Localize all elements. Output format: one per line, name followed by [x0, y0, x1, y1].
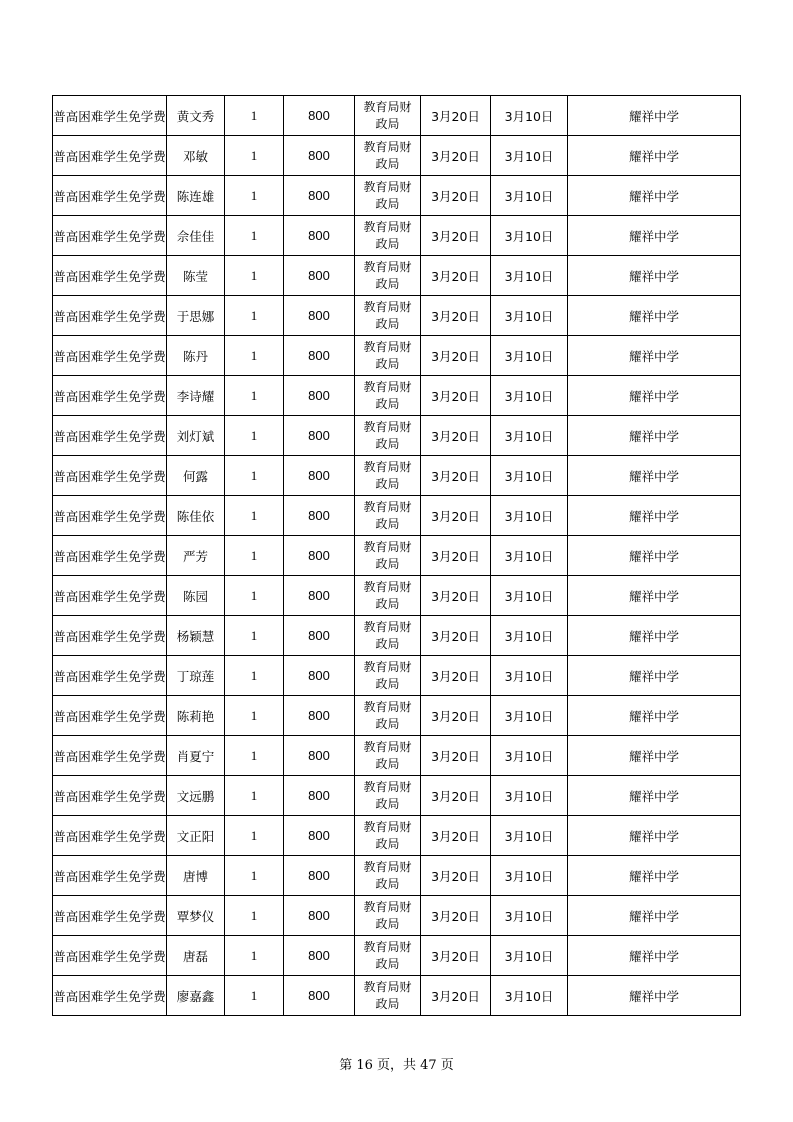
item-cell: 普高困难学生免学费: [53, 976, 167, 1016]
department-line-1: 教育局财: [363, 779, 412, 794]
date-1-cell: 3月20日: [421, 576, 491, 616]
quantity-cell: 1: [225, 496, 284, 536]
department-cell: [355, 96, 421, 136]
quantity-cell: 1: [225, 776, 284, 816]
department-line-1: 教育局财: [363, 939, 412, 954]
date-1-cell: 3月20日: [421, 696, 491, 736]
amount-cell: 800: [284, 656, 355, 696]
date-2-cell: 3月10日: [491, 856, 568, 896]
student-name-cell: 李诗耀: [167, 376, 225, 416]
amount-cell: 800: [284, 856, 355, 896]
department-line-2: 政局: [375, 196, 400, 211]
date-1-cell: 3月20日: [421, 136, 491, 176]
department-line-2: 政局: [375, 836, 400, 851]
date-2-cell: 3月10日: [491, 816, 568, 856]
school-cell: 耀祥中学: [568, 416, 741, 456]
school-cell: 耀祥中学: [568, 296, 741, 336]
item-cell: 普高困难学生免学费: [53, 136, 167, 176]
item-cell: 普高困难学生免学费: [53, 456, 167, 496]
item-cell: 普高困难学生免学费: [53, 616, 167, 656]
quantity-cell: 1: [225, 816, 284, 856]
school-cell: 耀祥中学: [568, 816, 741, 856]
table-row: [53, 896, 741, 936]
quantity-cell: 1: [225, 896, 284, 936]
amount-cell: 800: [284, 536, 355, 576]
school-cell: 耀祥中学: [568, 656, 741, 696]
department-line-2: 政局: [375, 276, 400, 291]
table-row: [53, 176, 741, 216]
item-cell: 普高困难学生免学费: [53, 256, 167, 296]
student-name-cell: 陈连雄: [167, 176, 225, 216]
amount-cell: 800: [284, 136, 355, 176]
department-line-1: 教育局财: [363, 219, 412, 234]
department-cell: [355, 336, 421, 376]
quantity-cell: 1: [225, 656, 284, 696]
department-line-2: 政局: [375, 396, 400, 411]
quantity-cell: 1: [225, 96, 284, 136]
amount-cell: 800: [284, 936, 355, 976]
department-line-1: 教育局财: [363, 859, 412, 874]
table-row: [53, 96, 741, 136]
school-cell: 耀祥中学: [568, 496, 741, 536]
item-cell: 普高困难学生免学费: [53, 336, 167, 376]
date-1-cell: 3月20日: [421, 256, 491, 296]
table-row: [53, 336, 741, 376]
quantity-cell: 1: [225, 576, 284, 616]
student-name-cell: 唐磊: [167, 936, 225, 976]
amount-cell: 800: [284, 776, 355, 816]
amount-cell: 800: [284, 416, 355, 456]
school-cell: 耀祥中学: [568, 96, 741, 136]
table-row: [53, 696, 741, 736]
quantity-cell: 1: [225, 416, 284, 456]
amount-cell: 800: [284, 256, 355, 296]
department-line-1: 教育局财: [363, 299, 412, 314]
department-line-1: 教育局财: [363, 899, 412, 914]
date-2-cell: 3月10日: [491, 576, 568, 616]
date-1-cell: 3月20日: [421, 96, 491, 136]
department-cell: [355, 576, 421, 616]
student-name-cell: 严芳: [167, 536, 225, 576]
student-name-cell: 唐博: [167, 856, 225, 896]
school-cell: 耀祥中学: [568, 736, 741, 776]
department-line-1: 教育局财: [363, 699, 412, 714]
item-cell: 普高困难学生免学费: [53, 216, 167, 256]
school-cell: 耀祥中学: [568, 856, 741, 896]
date-2-cell: 3月10日: [491, 96, 568, 136]
item-cell: 普高困难学生免学费: [53, 176, 167, 216]
department-line-1: 教育局财: [363, 539, 412, 554]
department-line-1: 教育局财: [363, 99, 412, 114]
quantity-cell: 1: [225, 976, 284, 1016]
quantity-cell: 1: [225, 376, 284, 416]
date-1-cell: 3月20日: [421, 656, 491, 696]
date-1-cell: 3月20日: [421, 216, 491, 256]
department-line-2: 政局: [375, 716, 400, 731]
school-cell: 耀祥中学: [568, 936, 741, 976]
department-line-2: 政局: [375, 516, 400, 531]
table-row: [53, 936, 741, 976]
department-cell: [355, 136, 421, 176]
department-line-2: 政局: [375, 796, 400, 811]
table-row: [53, 296, 741, 336]
date-2-cell: 3月10日: [491, 776, 568, 816]
quantity-cell: 1: [225, 176, 284, 216]
student-subsidy-table: [52, 95, 741, 1016]
date-2-cell: 3月10日: [491, 336, 568, 376]
department-line-2: 政局: [375, 756, 400, 771]
item-cell: 普高困难学生免学费: [53, 816, 167, 856]
department-line-1: 教育局财: [363, 579, 412, 594]
quantity-cell: 1: [225, 336, 284, 376]
department-line-2: 政局: [375, 556, 400, 571]
date-2-cell: 3月10日: [491, 536, 568, 576]
amount-cell: 800: [284, 216, 355, 256]
school-cell: 耀祥中学: [568, 536, 741, 576]
amount-cell: 800: [284, 176, 355, 216]
student-name-cell: 黄文秀: [167, 96, 225, 136]
item-cell: 普高困难学生免学费: [53, 696, 167, 736]
quantity-cell: 1: [225, 296, 284, 336]
department-cell: [355, 856, 421, 896]
item-cell: 普高困难学生免学费: [53, 496, 167, 536]
date-2-cell: 3月10日: [491, 976, 568, 1016]
school-cell: 耀祥中学: [568, 776, 741, 816]
student-name-cell: 刘灯斌: [167, 416, 225, 456]
date-2-cell: 3月10日: [491, 376, 568, 416]
item-cell: 普高困难学生免学费: [53, 776, 167, 816]
quantity-cell: 1: [225, 856, 284, 896]
amount-cell: 800: [284, 336, 355, 376]
school-cell: 耀祥中学: [568, 216, 741, 256]
amount-cell: 800: [284, 736, 355, 776]
student-name-cell: 覃梦仪: [167, 896, 225, 936]
department-cell: [355, 976, 421, 1016]
date-2-cell: 3月10日: [491, 896, 568, 936]
item-cell: 普高困难学生免学费: [53, 576, 167, 616]
date-2-cell: 3月10日: [491, 936, 568, 976]
department-line-1: 教育局财: [363, 819, 412, 834]
department-cell: [355, 736, 421, 776]
date-1-cell: 3月20日: [421, 856, 491, 896]
department-cell: [355, 536, 421, 576]
department-line-2: 政局: [375, 316, 400, 331]
date-1-cell: 3月20日: [421, 776, 491, 816]
item-cell: 普高困难学生免学费: [53, 376, 167, 416]
department-cell: [355, 496, 421, 536]
school-cell: 耀祥中学: [568, 256, 741, 296]
student-name-cell: 陈园: [167, 576, 225, 616]
school-cell: 耀祥中学: [568, 616, 741, 656]
item-cell: 普高困难学生免学费: [53, 536, 167, 576]
date-2-cell: 3月10日: [491, 736, 568, 776]
date-1-cell: 3月20日: [421, 336, 491, 376]
amount-cell: 800: [284, 296, 355, 336]
date-1-cell: 3月20日: [421, 976, 491, 1016]
student-name-cell: 佘佳佳: [167, 216, 225, 256]
amount-cell: 800: [284, 616, 355, 656]
amount-cell: 800: [284, 896, 355, 936]
date-2-cell: 3月10日: [491, 176, 568, 216]
date-1-cell: 3月20日: [421, 936, 491, 976]
quantity-cell: 1: [225, 936, 284, 976]
department-line-1: 教育局财: [363, 179, 412, 194]
date-1-cell: 3月20日: [421, 896, 491, 936]
student-name-cell: 文远鹏: [167, 776, 225, 816]
department-line-1: 教育局财: [363, 739, 412, 754]
department-cell: [355, 896, 421, 936]
student-name-cell: 肖夏宁: [167, 736, 225, 776]
date-1-cell: 3月20日: [421, 496, 491, 536]
school-cell: 耀祥中学: [568, 696, 741, 736]
quantity-cell: 1: [225, 456, 284, 496]
department-line-1: 教育局财: [363, 339, 412, 354]
department-cell: [355, 776, 421, 816]
date-2-cell: 3月10日: [491, 496, 568, 536]
amount-cell: 800: [284, 696, 355, 736]
table-row: [53, 136, 741, 176]
date-1-cell: 3月20日: [421, 816, 491, 856]
amount-cell: 800: [284, 96, 355, 136]
table-row: [53, 216, 741, 256]
department-line-2: 政局: [375, 596, 400, 611]
item-cell: 普高困难学生免学费: [53, 856, 167, 896]
student-name-cell: 杨颖慧: [167, 616, 225, 656]
student-name-cell: 陈莹: [167, 256, 225, 296]
amount-cell: 800: [284, 456, 355, 496]
department-cell: [355, 696, 421, 736]
student-name-cell: 廖嘉鑫: [167, 976, 225, 1016]
department-line-1: 教育局财: [363, 259, 412, 274]
student-name-cell: 于思娜: [167, 296, 225, 336]
department-cell: [355, 216, 421, 256]
item-cell: 普高困难学生免学费: [53, 896, 167, 936]
amount-cell: 800: [284, 376, 355, 416]
date-1-cell: 3月20日: [421, 416, 491, 456]
school-cell: 耀祥中学: [568, 576, 741, 616]
quantity-cell: 1: [225, 736, 284, 776]
department-cell: [355, 376, 421, 416]
date-1-cell: 3月20日: [421, 296, 491, 336]
department-cell: [355, 256, 421, 296]
school-cell: 耀祥中学: [568, 896, 741, 936]
department-line-1: 教育局财: [363, 499, 412, 514]
student-name-cell: 文正阳: [167, 816, 225, 856]
date-1-cell: 3月20日: [421, 376, 491, 416]
school-cell: 耀祥中学: [568, 136, 741, 176]
table-row: [53, 256, 741, 296]
table-row: [53, 616, 741, 656]
department-line-2: 政局: [375, 636, 400, 651]
school-cell: 耀祥中学: [568, 976, 741, 1016]
department-line-2: 政局: [375, 436, 400, 451]
department-line-1: 教育局财: [363, 419, 412, 434]
department-line-2: 政局: [375, 916, 400, 931]
department-line-1: 教育局财: [363, 979, 412, 994]
student-name-cell: 丁琼莲: [167, 656, 225, 696]
table-row: [53, 656, 741, 696]
school-cell: 耀祥中学: [568, 456, 741, 496]
department-line-2: 政局: [375, 236, 400, 251]
school-cell: 耀祥中学: [568, 336, 741, 376]
quantity-cell: 1: [225, 136, 284, 176]
department-line-2: 政局: [375, 156, 400, 171]
date-2-cell: 3月10日: [491, 296, 568, 336]
department-line-2: 政局: [375, 956, 400, 971]
department-line-1: 教育局财: [363, 659, 412, 674]
department-line-2: 政局: [375, 676, 400, 691]
table-row: [53, 496, 741, 536]
department-line-1: 教育局财: [363, 619, 412, 634]
table-row: [53, 416, 741, 456]
date-2-cell: 3月10日: [491, 216, 568, 256]
department-line-2: 政局: [375, 356, 400, 371]
table-row: [53, 376, 741, 416]
school-cell: 耀祥中学: [568, 376, 741, 416]
student-name-cell: 陈佳依: [167, 496, 225, 536]
student-name-cell: 何露: [167, 456, 225, 496]
date-1-cell: 3月20日: [421, 456, 491, 496]
table-row: [53, 856, 741, 896]
amount-cell: 800: [284, 976, 355, 1016]
department-cell: [355, 456, 421, 496]
department-cell: [355, 176, 421, 216]
item-cell: 普高困难学生免学费: [53, 296, 167, 336]
department-line-2: 政局: [375, 476, 400, 491]
page-number-footer: 第 16 页，共 47 页: [339, 1058, 454, 1073]
amount-cell: 800: [284, 496, 355, 536]
date-2-cell: 3月10日: [491, 456, 568, 496]
amount-cell: 800: [284, 576, 355, 616]
table-row: [53, 456, 741, 496]
item-cell: 普高困难学生免学费: [53, 936, 167, 976]
department-line-2: 政局: [375, 116, 400, 131]
student-name-cell: 陈莉艳: [167, 696, 225, 736]
table-body: [53, 96, 741, 1016]
date-2-cell: 3月10日: [491, 416, 568, 456]
department-line-1: 教育局财: [363, 379, 412, 394]
quantity-cell: 1: [225, 536, 284, 576]
student-name-cell: 邓敏: [167, 136, 225, 176]
date-1-cell: 3月20日: [421, 536, 491, 576]
date-1-cell: 3月20日: [421, 176, 491, 216]
amount-cell: 800: [284, 816, 355, 856]
table-row: [53, 976, 741, 1016]
item-cell: 普高困难学生免学费: [53, 656, 167, 696]
school-cell: 耀祥中学: [568, 176, 741, 216]
quantity-cell: 1: [225, 696, 284, 736]
date-2-cell: 3月10日: [491, 136, 568, 176]
date-1-cell: 3月20日: [421, 616, 491, 656]
quantity-cell: 1: [225, 256, 284, 296]
table-row: [53, 536, 741, 576]
quantity-cell: 1: [225, 616, 284, 656]
date-2-cell: 3月10日: [491, 256, 568, 296]
quantity-cell: 1: [225, 216, 284, 256]
date-2-cell: 3月10日: [491, 656, 568, 696]
table-row: [53, 776, 741, 816]
date-2-cell: 3月10日: [491, 696, 568, 736]
student-name-cell: 陈丹: [167, 336, 225, 376]
department-cell: [355, 656, 421, 696]
table-row: [53, 736, 741, 776]
item-cell: 普高困难学生免学费: [53, 96, 167, 136]
department-cell: [355, 816, 421, 856]
department-line-1: 教育局财: [363, 139, 412, 154]
department-cell: [355, 616, 421, 656]
table-row: [53, 816, 741, 856]
date-1-cell: 3月20日: [421, 736, 491, 776]
department-cell: [355, 416, 421, 456]
item-cell: 普高困难学生免学费: [53, 416, 167, 456]
department-cell: [355, 936, 421, 976]
date-2-cell: 3月10日: [491, 616, 568, 656]
department-line-2: 政局: [375, 996, 400, 1011]
department-line-2: 政局: [375, 876, 400, 891]
item-cell: 普高困难学生免学费: [53, 736, 167, 776]
department-cell: [355, 296, 421, 336]
table-row: [53, 576, 741, 616]
department-line-1: 教育局财: [363, 459, 412, 474]
